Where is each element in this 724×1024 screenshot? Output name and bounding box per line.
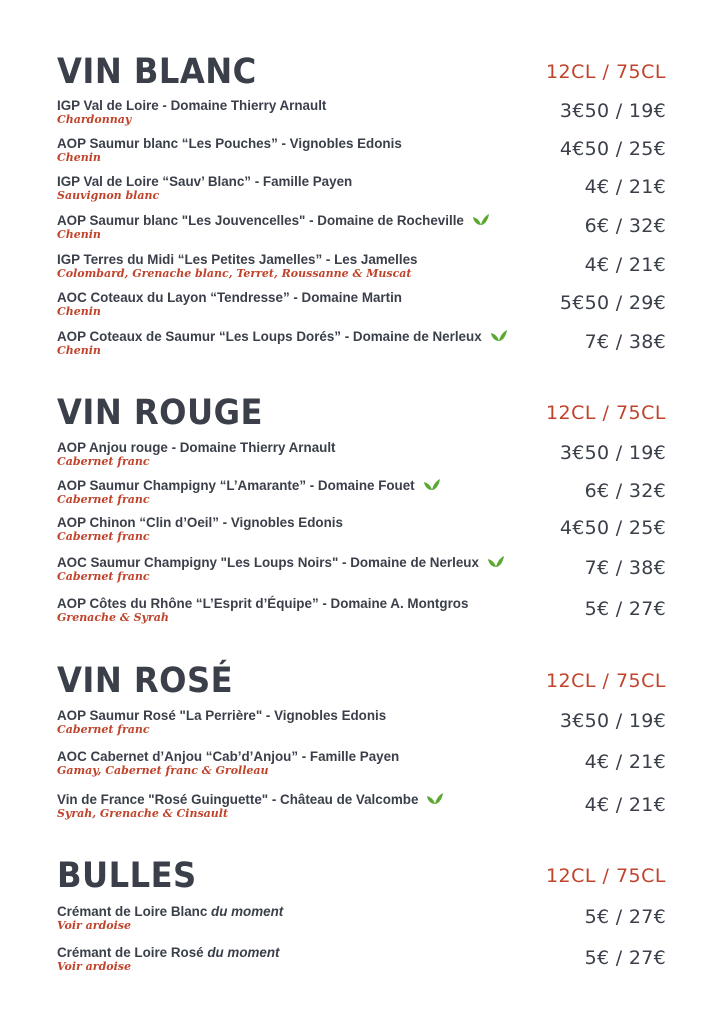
wine-grape: Chenin — [57, 305, 101, 318]
section-bulles — [0, 856, 724, 896]
wine-item — [0, 478, 724, 512]
wine-grape: Cabernet franc — [57, 723, 150, 736]
wine-grape: Chenin — [57, 228, 101, 241]
wine-item — [0, 213, 724, 247]
wine-grape: Chenin — [57, 151, 101, 164]
wine-price: 5€50 / 29€ — [559, 292, 666, 314]
wine-item — [0, 708, 724, 742]
wine-price: 6€ / 32€ — [584, 215, 666, 237]
wine-price: 3€50 / 19€ — [559, 442, 666, 464]
wine-item — [0, 792, 724, 826]
wine-grape: Cabernet franc — [57, 570, 150, 583]
organic-leaf-icon — [426, 792, 444, 805]
wine-price: 4€ / 21€ — [584, 794, 666, 816]
section-title: VIN ROUGE — [57, 393, 263, 433]
section-size-header: 12CL / 75CL — [545, 402, 666, 424]
organic-leaf-icon — [423, 478, 441, 491]
wine-grape: Sauvignon blanc — [57, 189, 160, 202]
wine-price: 6€ / 32€ — [584, 480, 666, 502]
wine-item — [0, 596, 724, 630]
wine-price: 4€50 / 25€ — [559, 138, 666, 160]
wine-name: AOP Saumur blanc "Les Jouvencelles" - Domaine de Rocheville — [57, 213, 464, 228]
wine-grape: Colombard, Grenache blanc, Terret, Roussanne & Muscat — [57, 267, 412, 280]
wine-price: 4€ / 21€ — [584, 176, 666, 198]
wine-grape: Voir ardoise — [57, 919, 131, 932]
wine-name: IGP Val de Loire “Sauv’ Blanc” - Famille Payen — [57, 174, 353, 189]
section-title: VIN BLANC — [57, 52, 257, 92]
wine-name: AOC Coteaux du Layon “Tendresse” - Domaine Martin — [57, 290, 402, 305]
wine-price: 4€ / 21€ — [584, 751, 666, 773]
section-vin-blanc — [0, 52, 724, 92]
wine-name: Crémant de Loire Blanc — [57, 904, 208, 919]
wine-grape: Syrah, Grenache & Cinsault — [57, 807, 229, 820]
section-vin-rouge — [0, 393, 724, 433]
wine-item — [0, 290, 724, 324]
wine-grape: Gamay, Cabernet franc & Grolleau — [57, 764, 269, 777]
wine-item — [0, 945, 724, 979]
wine-name: AOP Saumur Champigny “L’Amarante” - Domaine Fouet — [57, 478, 415, 493]
wine-item — [0, 904, 724, 938]
wine-name: AOC Saumur Champigny "Les Loups Noirs" - Domaine de Nerleux — [57, 555, 479, 570]
wine-name: Vin de France "Rosé Guinguette" - Château de Valcombe — [57, 792, 419, 807]
wine-name: Crémant de Loire Rosé — [57, 945, 204, 960]
wine-item — [0, 329, 724, 363]
wine-price: 5€ / 27€ — [584, 906, 666, 928]
wine-name: AOP Anjou rouge - Domaine Thierry Arnault — [57, 440, 336, 455]
section-size-header: 12CL / 75CL — [545, 670, 666, 692]
organic-leaf-icon — [472, 213, 490, 226]
wine-name: AOP Saumur blanc “Les Pouches” - Vignobles Edonis — [57, 136, 402, 151]
wine-price: 3€50 / 19€ — [559, 710, 666, 732]
wine-name: AOP Saumur Rosé "La Perrière" - Vignobles Edonis — [57, 708, 387, 723]
wine-name-suffix: du moment — [211, 904, 284, 919]
wine-price: 5€ / 27€ — [584, 598, 666, 620]
wine-grape: Grenache & Syrah — [57, 611, 169, 624]
wine-item — [0, 555, 724, 589]
wine-name: IGP Val de Loire - Domaine Thierry Arnault — [57, 98, 327, 113]
organic-leaf-icon — [487, 555, 505, 568]
wine-item — [0, 252, 724, 286]
section-size-header: 12CL / 75CL — [545, 61, 666, 83]
wine-grape: Cabernet franc — [57, 493, 150, 506]
wine-price: 4€ / 21€ — [584, 254, 666, 276]
wine-name: AOP Chinon “Clin d’Oeil” - Vignobles Edonis — [57, 515, 343, 530]
wine-item — [0, 174, 724, 208]
organic-leaf-icon — [490, 329, 508, 342]
wine-item — [0, 98, 724, 132]
wine-grape: Cabernet franc — [57, 530, 150, 543]
wine-name: AOP Coteaux de Saumur “Les Loups Dorés” - Domaine de Nerleux — [57, 329, 482, 344]
section-vin-rose — [0, 661, 724, 701]
wine-price: 5€ / 27€ — [584, 947, 666, 969]
wine-price: 4€50 / 25€ — [559, 517, 666, 539]
wine-grape: Chardonnay — [57, 113, 132, 126]
wine-name: IGP Terres du Midi “Les Petites Jamelles” - Les Jamelles — [57, 252, 418, 267]
wine-item — [0, 440, 724, 474]
wine-grape: Chenin — [57, 344, 101, 357]
wine-grape: Cabernet franc — [57, 455, 150, 468]
section-title: VIN ROSÉ — [57, 661, 234, 701]
wine-name-suffix: du moment — [207, 945, 280, 960]
wine-price: 3€50 / 19€ — [559, 100, 666, 122]
wine-price: 7€ / 38€ — [584, 557, 666, 579]
wine-item — [0, 136, 724, 170]
wine-price: 7€ / 38€ — [584, 331, 666, 353]
section-size-header: 12CL / 75CL — [545, 865, 666, 887]
wine-name: AOP Côtes du Rhône “L’Esprit d’Équipe” - Domaine A. Montgros — [57, 596, 469, 611]
wine-grape: Voir ardoise — [57, 960, 131, 973]
section-title: BULLES — [57, 856, 197, 896]
wine-name: AOC Cabernet d’Anjou “Cab’d’Anjou” - Famille Payen — [57, 749, 400, 764]
wine-item — [0, 749, 724, 783]
wine-item — [0, 515, 724, 549]
